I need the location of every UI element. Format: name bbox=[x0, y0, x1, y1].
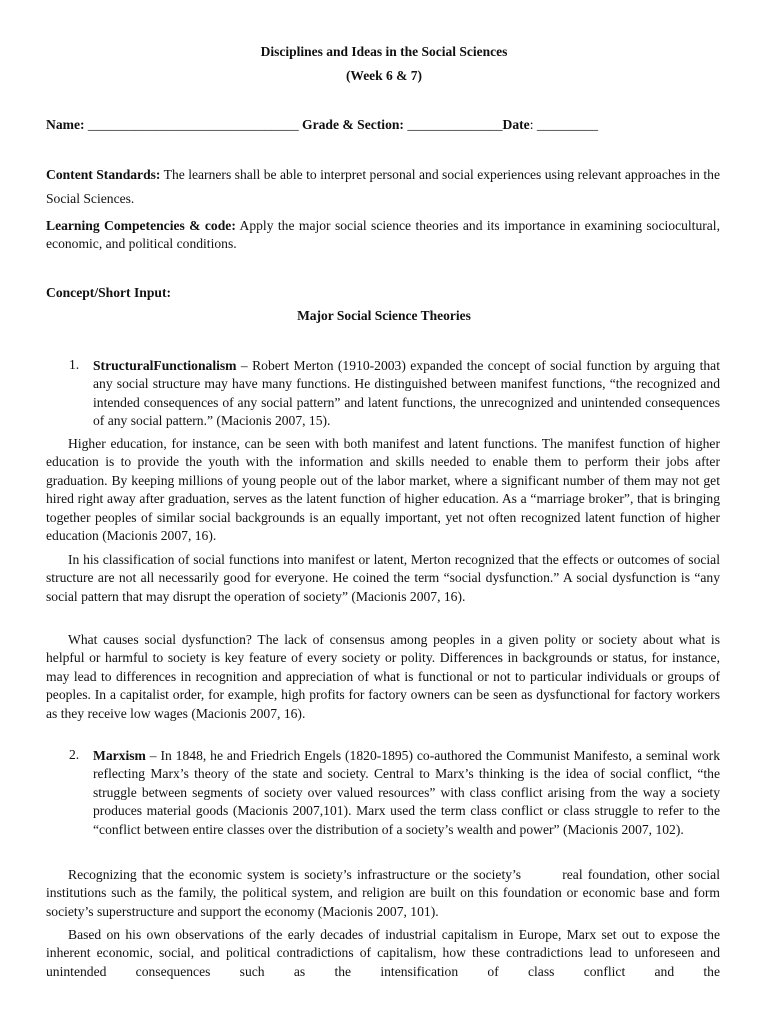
student-info-line bbox=[46, 117, 598, 133]
item-number: 1. bbox=[69, 357, 80, 372]
document-title: Disciplines and Ideas in the Social Sciences bbox=[260, 44, 508, 59]
theory-term: StructuralFunctionalism bbox=[93, 358, 237, 373]
date-field[interactable]: : _________ bbox=[529, 117, 599, 132]
grade-section-label: Grade & Section: bbox=[302, 117, 404, 132]
grade-section-field[interactable]: ______________ bbox=[407, 117, 503, 132]
theory-description: – In 1848, he and Friedrich Engels (1820-1895) co-authored the Communist Manifesto, a seminal work reflecting Marx’s theory of the state and society. Central to Marx’s thinking is the idea of social conflict, “the struggle between segments of society over valued resources” with class conflict arising from the way a society produces material goods (Macionis 2007,101). Marx used the term class conflict or class struggle to refer to the “conflict between entire classes over the distribution of a society’s wealth and power” (Macionis 2007, 102). bbox=[93, 748, 721, 837]
paragraph-industrial-capitalism: Based on his own observations of the early decades of industrial capitalism in Europe, Marx set out to expose the inherent economic, social, and political contradictions of capitalism, how these contradictions lead to unforeseen and unintended consequences such as the intensification of class conflict and the bbox=[46, 927, 720, 979]
section-title: Major Social Science Theories bbox=[297, 308, 471, 323]
learning-competencies-text: Apply the major social science theories and its importance in examining sociocultural, economic, and political conditions. bbox=[46, 218, 720, 252]
date-label: Date bbox=[502, 117, 530, 132]
paragraph-dysfunction: In his classification of social functions into manifest or latent, Merton recognized that the effects or outcomes of social structure are not all necessarily good for everyone. He coined the term “social dysfunction.” A social dysfunction is “any social pattern that may disrupt the operation of society” (Macionis 2007, 16). bbox=[46, 552, 720, 604]
learning-competencies bbox=[46, 217, 720, 254]
name-field[interactable]: _______________________________ bbox=[87, 117, 299, 132]
item-number: 2. bbox=[69, 747, 80, 762]
concept-label: Concept/Short Input: bbox=[46, 285, 172, 300]
document-subtitle: (Week 6 & 7) bbox=[345, 68, 423, 83]
theory-term: Marxism bbox=[93, 748, 146, 763]
paragraph-economic-system: Recognizing that the economic system is society’s infrastructure or the society’s real foundation, other social institutions such as the family, the political system, and religion are built on this foundation or economic base and form society’s superstructure and support the economy (Macionis 2007, 101). bbox=[46, 867, 724, 919]
paragraph-causes-dysfunction: What causes social dysfunction? The lack of consensus among peoples in a given polity or society about what is helpful or harmful to society is key feature of every society or polity. Differences in backgrounds or status, for instance, may lead to differences in recognition and appreciation of what is functional or not to particular individuals or groups of peoples. In a capitalist order, for example, high profits for factory owners can be seen as dysfunctional for factory workers as they receive low wages (Macionis 2007, 16). bbox=[46, 632, 720, 721]
paragraph-manifest-latent: Higher education, for instance, can be seen with both manifest and latent functions. The manifest function of higher education is to provide the youth with the information and skills needed to enable them to perform their jobs after graduation. By keeping millions of young people out of the labor market, where a significant number of them may not get hired right away after graduation, serves as the latent function of higher education. As a “marriage broker”, that is bringing together peoples of similar social backgrounds is an equally important, yet not often recognized latent function of higher education (Macionis 2007, 16). bbox=[46, 436, 720, 544]
theory-description: – Robert Merton (1910-2003) expanded the concept of social function by arguing that any social structure may have many functions. He distinguished between manifest functions, “the recognized and intended consequences of any social pattern” and latent functions, the unrecognized and unintended consequences of any social pattern.” (Macionis 2007, 15). bbox=[93, 358, 720, 429]
theory-item-marxism bbox=[93, 747, 720, 839]
content-standards-label: Content Standards: bbox=[46, 167, 161, 182]
name-label: Name: bbox=[46, 117, 85, 132]
learning-competencies-label: Learning Competencies & code: bbox=[46, 218, 236, 233]
content-standards bbox=[46, 163, 720, 211]
theory-item-structural-functionalism bbox=[93, 357, 720, 431]
content-standards-text: The learners shall be able to interpret personal and social experiences using relevant approaches in the Social Sciences. bbox=[46, 167, 721, 206]
